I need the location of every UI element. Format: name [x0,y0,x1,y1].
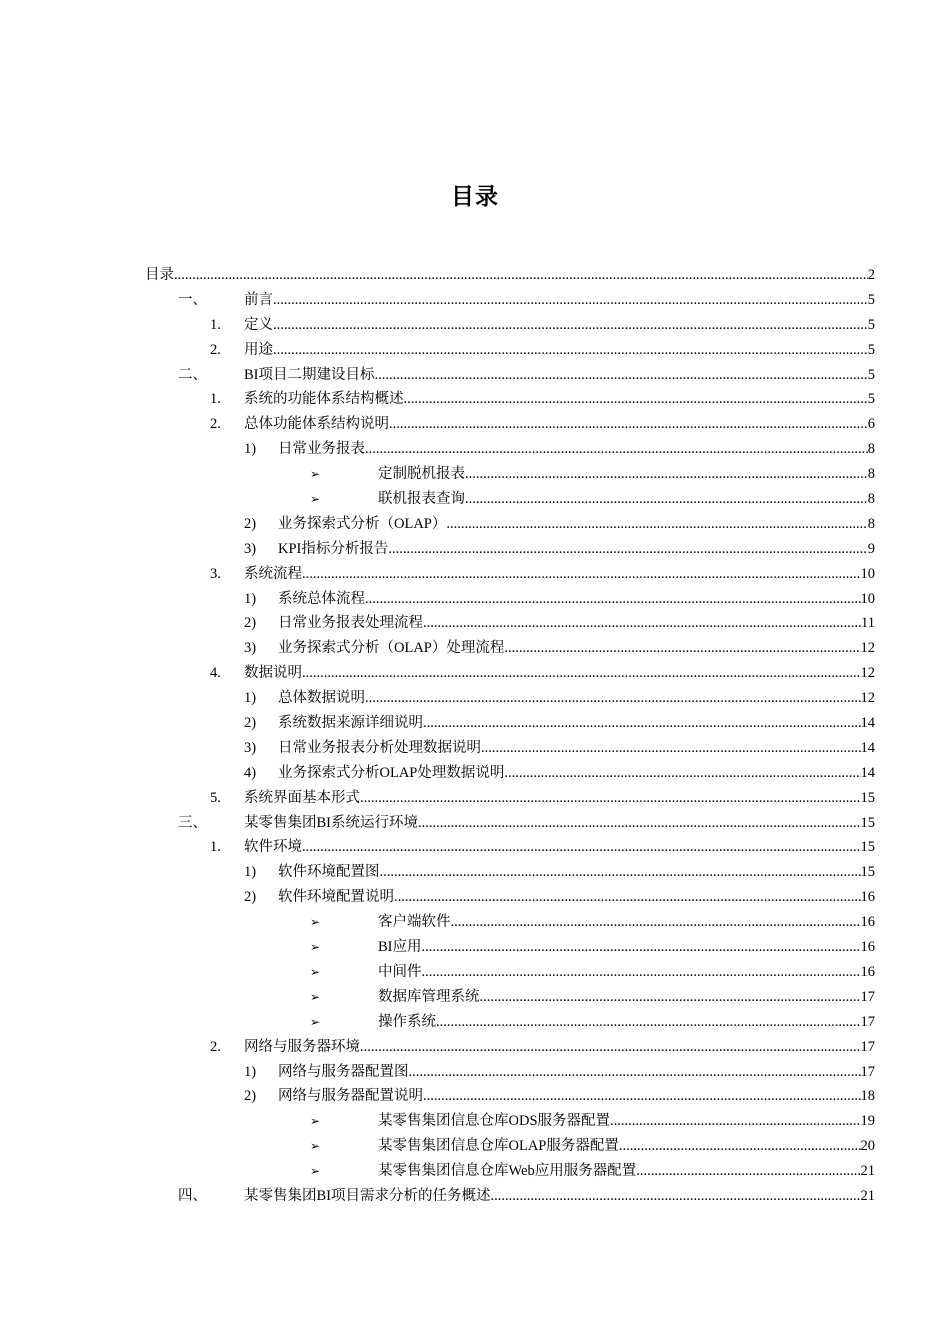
toc-number: 2) [244,515,257,532]
toc-number: 1) [244,590,257,607]
toc-dot-leader [174,263,868,288]
toc-row[interactable] [145,537,875,562]
toc-entry[interactable] [278,1060,875,1085]
bullet-arrow-icon: ➢ [310,1014,321,1029]
toc-row[interactable] [145,786,875,811]
toc-number: 2) [244,715,257,732]
toc-row[interactable] [145,338,875,363]
toc-number: 二、 [178,366,207,383]
toc-entry[interactable] [244,288,875,313]
toc-page-number: 17 [860,988,875,1005]
toc-dot-leader [491,1184,861,1209]
toc-entry[interactable] [145,263,875,288]
toc-number: 4. [210,665,221,682]
toc-entry[interactable] [378,462,875,487]
toc-label: 数据库管理系统 [378,988,480,1005]
toc-row[interactable] [145,636,875,661]
toc-label: 软件环境配置说明 [278,889,394,906]
toc-dot-leader [451,910,861,935]
toc-number: 1. [210,391,221,408]
toc-entry[interactable] [278,636,875,661]
toc-row[interactable] [145,512,875,537]
toc-row[interactable] [145,412,875,437]
toc-label: 业务探索式分析OLAP处理数据说明 [278,764,505,781]
toc-dot-leader [446,512,867,537]
bullet-arrow-icon: ➢ [310,989,321,1004]
toc-dot-leader [619,1134,861,1159]
toc-row[interactable] [145,611,875,636]
toc-dot-leader [360,786,861,811]
toc-label: 前言 [244,291,273,308]
toc-number: 1) [244,1063,257,1080]
toc-dot-leader [436,1010,861,1035]
toc-dot-leader [465,487,868,512]
toc-dot-leader [422,960,861,985]
toc-label: 某零售集团BI系统运行环境 [244,814,418,831]
toc-number: 3) [244,640,257,657]
toc-dot-leader [636,1159,860,1184]
toc-label: 联机报表查询 [378,491,465,508]
toc-label: 网络与服务器配置说明 [278,1088,423,1105]
toc-entry[interactable] [244,835,875,860]
toc-dot-leader [375,363,868,388]
toc-row[interactable] [145,562,875,587]
bullet-arrow-icon: ➢ [310,1114,321,1129]
toc-label: 总体数据说明 [278,690,365,707]
toc-row[interactable] [145,736,875,761]
toc-entry[interactable] [244,1184,875,1209]
toc-entry[interactable] [244,661,875,686]
toc-page-number: 5 [867,341,875,358]
toc-entry[interactable] [244,338,875,363]
toc-page-number: 14 [860,764,875,781]
toc-dot-leader [273,288,868,313]
toc-row[interactable] [145,1010,875,1035]
toc-page-number: 5 [867,316,875,333]
toc-number: 3) [244,739,257,756]
toc-label: 业务探索式分析（OLAP） [278,515,447,532]
toc-number: 3. [210,565,221,582]
toc-dot-leader [302,661,861,686]
toc-page-number: 14 [860,715,875,732]
toc-number: 1) [244,864,257,881]
toc-entry[interactable] [244,562,875,587]
toc-label: 系统的功能体系结构概述 [244,391,404,408]
toc-page-number: 2 [867,267,875,283]
bullet-arrow-icon: ➢ [310,964,321,979]
toc-entry[interactable] [378,1159,875,1184]
toc-row[interactable] [145,313,875,338]
toc-row[interactable] [145,1035,875,1060]
bullet-arrow-icon: ➢ [310,915,321,930]
toc-dot-leader [394,885,861,910]
toc-dot-leader [365,587,861,612]
toc-entry[interactable] [378,1109,875,1134]
toc-number: 1) [244,441,257,458]
toc-row[interactable] [145,711,875,736]
toc-number: 一、 [178,291,207,308]
toc-page-number: 16 [860,914,875,931]
toc-row[interactable] [145,462,875,487]
toc-label: 软件环境配置图 [278,864,380,881]
toc-entry[interactable] [378,910,875,935]
toc-page-number: 16 [860,889,875,906]
toc-number: 1. [210,839,221,856]
toc-label: BI应用 [378,939,422,956]
toc-page-number: 15 [860,839,875,856]
toc-entry[interactable] [378,960,875,985]
toc-dot-leader [422,935,861,960]
toc-page-number: 21 [860,1187,875,1204]
toc-label: 系统流程 [244,565,302,582]
toc-label: 定制脱机报表 [378,466,465,483]
toc-entry[interactable] [244,313,875,338]
toc-dot-leader [404,387,868,412]
toc-row[interactable] [145,1060,875,1085]
toc-page-number: 8 [867,441,875,458]
toc-page-number: 5 [867,366,875,383]
toc-page-number: 18 [860,1088,875,1105]
toc-entry[interactable] [278,860,875,885]
toc-number: 1. [210,316,221,333]
toc-page-number: 11 [861,615,875,632]
toc-row[interactable] [145,686,875,711]
toc-entry[interactable] [278,736,875,761]
toc-number: 2. [210,1038,221,1055]
toc-label: 系统总体流程 [278,590,365,607]
toc-dot-leader [504,636,860,661]
toc-number: 3) [244,540,257,557]
toc-entry[interactable] [378,935,875,960]
toc-page-number: 17 [860,1013,875,1030]
toc-dot-leader [360,1035,861,1060]
toc-page-number: 16 [860,963,875,980]
toc-label: 日常业务报表处理流程 [278,615,423,632]
toc-page-number: 16 [860,939,875,956]
toc-entry[interactable] [378,487,875,512]
toc-dot-leader [273,313,868,338]
toc-number: 2. [210,341,221,358]
toc-number: 2) [244,615,257,632]
toc-entry[interactable] [244,412,875,437]
toc-label: 某零售集团BI项目需求分析的任务概述 [244,1187,491,1204]
toc-row[interactable] [145,885,875,910]
toc-page-number: 12 [860,665,875,682]
toc-dot-leader [389,412,868,437]
toc-label: 目录 [145,267,174,283]
toc-dot-leader [504,761,860,786]
toc-entry[interactable] [278,437,875,462]
toc-row[interactable] [145,811,875,836]
toc-row[interactable] [145,387,875,412]
bullet-arrow-icon: ➢ [310,467,321,482]
toc-entry[interactable] [244,786,875,811]
toc-row[interactable] [145,1159,875,1184]
toc-entry[interactable] [278,611,875,636]
toc-page-number: 9 [867,540,875,557]
toc-number: 5. [210,789,221,806]
toc-label: 数据说明 [244,665,302,682]
toc-row[interactable] [145,363,875,388]
bullet-arrow-icon: ➢ [310,940,321,955]
toc-number: 2) [244,889,257,906]
toc-dot-leader [423,611,861,636]
toc-row[interactable] [145,960,875,985]
toc-row[interactable] [145,437,875,462]
toc-dot-leader [418,811,861,836]
toc-page-number: 5 [867,391,875,408]
toc-row[interactable] [145,860,875,885]
toc-dot-leader [302,562,861,587]
toc-row[interactable] [145,835,875,860]
toc-page-number: 5 [867,291,875,308]
toc-entry[interactable] [244,1035,875,1060]
toc-label: 软件环境 [244,839,302,856]
toc-label: 某零售集团信息仓库OLAP服务器配置 [378,1138,619,1155]
toc-dot-leader [423,1084,861,1109]
toc-entry[interactable] [278,885,875,910]
toc-entry[interactable] [278,711,875,736]
toc-page-number: 21 [860,1163,875,1180]
toc-label: 某零售集团信息仓库Web应用服务器配置 [378,1163,637,1180]
toc-row[interactable] [145,661,875,686]
toc-number: 1) [244,690,257,707]
toc-page-number: 15 [860,814,875,831]
toc-number: 三、 [178,814,207,831]
toc-row[interactable] [145,288,875,313]
toc-page-number: 15 [860,789,875,806]
toc-row[interactable] [145,761,875,786]
toc-page-number: 14 [860,739,875,756]
toc-page-number: 10 [860,565,875,582]
toc-entry[interactable] [244,811,875,836]
page-title: 目录 [451,184,499,210]
toc-page-number: 10 [860,590,875,607]
toc-entry[interactable] [244,387,875,412]
toc-entry[interactable] [378,1134,875,1159]
toc-label: 系统界面基本形式 [244,789,360,806]
toc-label: BI项目二期建设目标 [244,366,375,383]
toc-entry[interactable] [278,761,875,786]
toc-label: 中间件 [378,963,422,980]
toc-entry[interactable] [378,985,875,1010]
toc-row[interactable] [145,487,875,512]
toc-row[interactable] [145,935,875,960]
toc-number: 2) [244,1088,257,1105]
toc-page-number: 12 [860,690,875,707]
toc-label: 系统数据来源详细说明 [278,715,423,732]
toc-number: 2. [210,416,221,433]
toc-page-number: 20 [860,1138,875,1155]
toc-label: 某零售集团信息仓库ODS服务器配置 [378,1113,611,1130]
toc-dot-leader [380,860,861,885]
toc-label: 网络与服务器配置图 [278,1063,409,1080]
toc-page-number: 19 [860,1113,875,1130]
bullet-arrow-icon: ➢ [310,1139,321,1154]
toc-entry[interactable] [278,512,875,537]
toc-label: 操作系统 [378,1013,436,1030]
toc-dot-leader [365,686,861,711]
toc-entry[interactable] [278,587,875,612]
toc-dot-leader [302,835,861,860]
toc-number: 四、 [178,1187,207,1204]
toc-dot-leader [610,1109,860,1134]
toc-page-number: 6 [867,416,875,433]
toc-label: 网络与服务器环境 [244,1038,360,1055]
toc-entry[interactable] [278,537,875,562]
table-of-contents [145,263,875,1209]
toc-dot-leader [481,736,861,761]
toc-label: KPI指标分析报告 [278,540,389,557]
toc-entry[interactable] [378,1010,875,1035]
toc-page-number: 12 [860,640,875,657]
toc-page-number: 8 [867,515,875,532]
toc-row[interactable] [145,1084,875,1109]
bullet-arrow-icon: ➢ [310,492,321,507]
toc-row[interactable] [145,1184,875,1209]
toc-entry[interactable] [278,1084,875,1109]
toc-number: 4) [244,764,257,781]
toc-dot-leader [480,985,861,1010]
toc-label: 日常业务报表分析处理数据说明 [278,739,481,756]
toc-dot-leader [388,537,867,562]
toc-row[interactable] [145,985,875,1010]
toc-row[interactable] [145,910,875,935]
toc-entry[interactable] [278,686,875,711]
toc-dot-leader [465,462,868,487]
toc-page-number: 15 [860,864,875,881]
toc-entry[interactable] [244,363,875,388]
toc-row[interactable] [145,1109,875,1134]
toc-dot-leader [273,338,868,363]
toc-label: 日常业务报表 [278,441,365,458]
toc-row[interactable] [145,1134,875,1159]
toc-page-number: 17 [860,1038,875,1055]
bullet-arrow-icon: ➢ [310,1164,321,1179]
toc-row[interactable] [145,587,875,612]
toc-dot-leader [409,1060,861,1085]
toc-label: 业务探索式分析（OLAP）处理流程 [278,640,505,657]
toc-page-number: 8 [867,466,875,483]
toc-dot-leader [423,711,861,736]
toc-page-number: 17 [860,1063,875,1080]
toc-label: 用途 [244,341,273,358]
toc-page-number: 8 [867,491,875,508]
toc-dot-leader [365,437,868,462]
toc-label: 总体功能体系结构说明 [244,416,389,433]
toc-row[interactable] [145,263,875,288]
toc-label: 定义 [244,316,273,333]
toc-label: 客户端软件 [378,914,451,931]
